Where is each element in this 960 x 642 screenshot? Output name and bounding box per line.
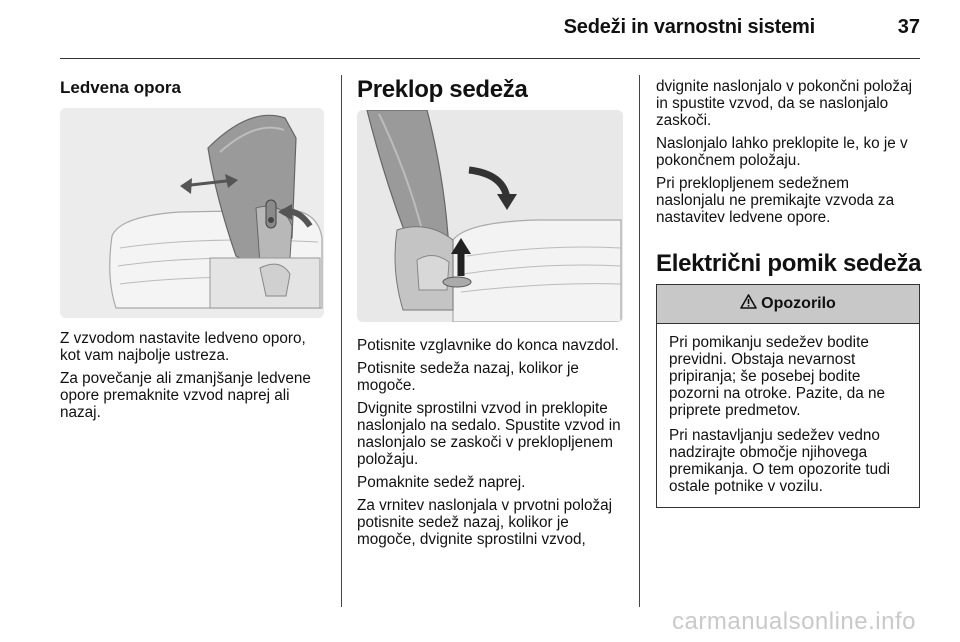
page-header-title: Sedeži in varnostni sistemi: [563, 16, 815, 38]
paragraph: Za povečanje ali zmanjšanje ledvene opore premaknite vzvod naprej ali nazaj.: [60, 370, 311, 421]
section-heading-folding: Preklop sedeža: [357, 76, 528, 103]
header-divider: [60, 58, 920, 59]
warning-triangle-icon: [740, 294, 757, 314]
lumbar-support-illustration: [60, 108, 324, 318]
section-heading-electric: Električni pomik sedeža: [656, 250, 922, 277]
warning-title: Opozorilo: [761, 295, 836, 312]
paragraph: Potisnite vzglavnike do konca navzdol.: [357, 337, 619, 354]
paragraph: Pri preklopljenem sedežnem naslonjalu ne premikajte vzvoda za nastavitev ledvene opore.: [656, 175, 895, 226]
paragraph: Naslonjalo lahko preklopite le, ko je v pokončnem položaju.: [656, 135, 908, 169]
paragraph: Pri nastavljanju sedežev vedno nadzirajte območje njihovega premikanja. O tem opozorite tudi ostale potnike v vozilu.: [669, 427, 891, 495]
warning-body: [657, 324, 919, 495]
paragraph: Za vrnitev naslonjala v prvotni položaj potisnite sedež nazaj, kolikor je mogoče, dvignite sprostilni vzvod,: [357, 497, 613, 548]
folding-text: [357, 337, 623, 554]
paragraph: Dvignite sprostilni vzvod in preklopite naslonjalo na sedalo. Spustite vzvod in naslonjalo se zaskoči v preklopljenem položaju.: [357, 400, 621, 468]
warning-header: [657, 285, 919, 324]
section-folding: [357, 76, 623, 104]
watermark: carmanualsonline.info: [672, 608, 916, 635]
lumbar-text: [60, 330, 324, 427]
page-number: 37: [897, 16, 920, 38]
section-electric-adjustment: [656, 250, 922, 278]
section-heading-lumbar: Ledvena opora: [60, 78, 181, 97]
paragraph: Pri pomikanju sedežev bodite previdni. Obstaja nevarnost pripiranja; še posebej bodite pozorni na otroke. Pazite, da ne priprete predmetov.: [669, 334, 885, 419]
warning-box: [656, 284, 920, 508]
paragraph: Z vzvodom nastavite ledveno oporo, kot vam najbolje ustreza.: [60, 330, 306, 364]
paragraph: Potisnite sedeža nazaj, kolikor je mogoče.: [357, 360, 579, 394]
paragraph: Pomaknite sedež naprej.: [357, 474, 526, 491]
folding-text-continued: [656, 78, 922, 232]
column-divider-2: [639, 75, 640, 607]
paragraph: dvignite naslonjalo v pokončni položaj in spustite vzvod, da se naslonjalo zaskoči.: [656, 78, 912, 129]
seat-folding-illustration: [357, 110, 623, 322]
column-divider-1: [341, 75, 342, 607]
